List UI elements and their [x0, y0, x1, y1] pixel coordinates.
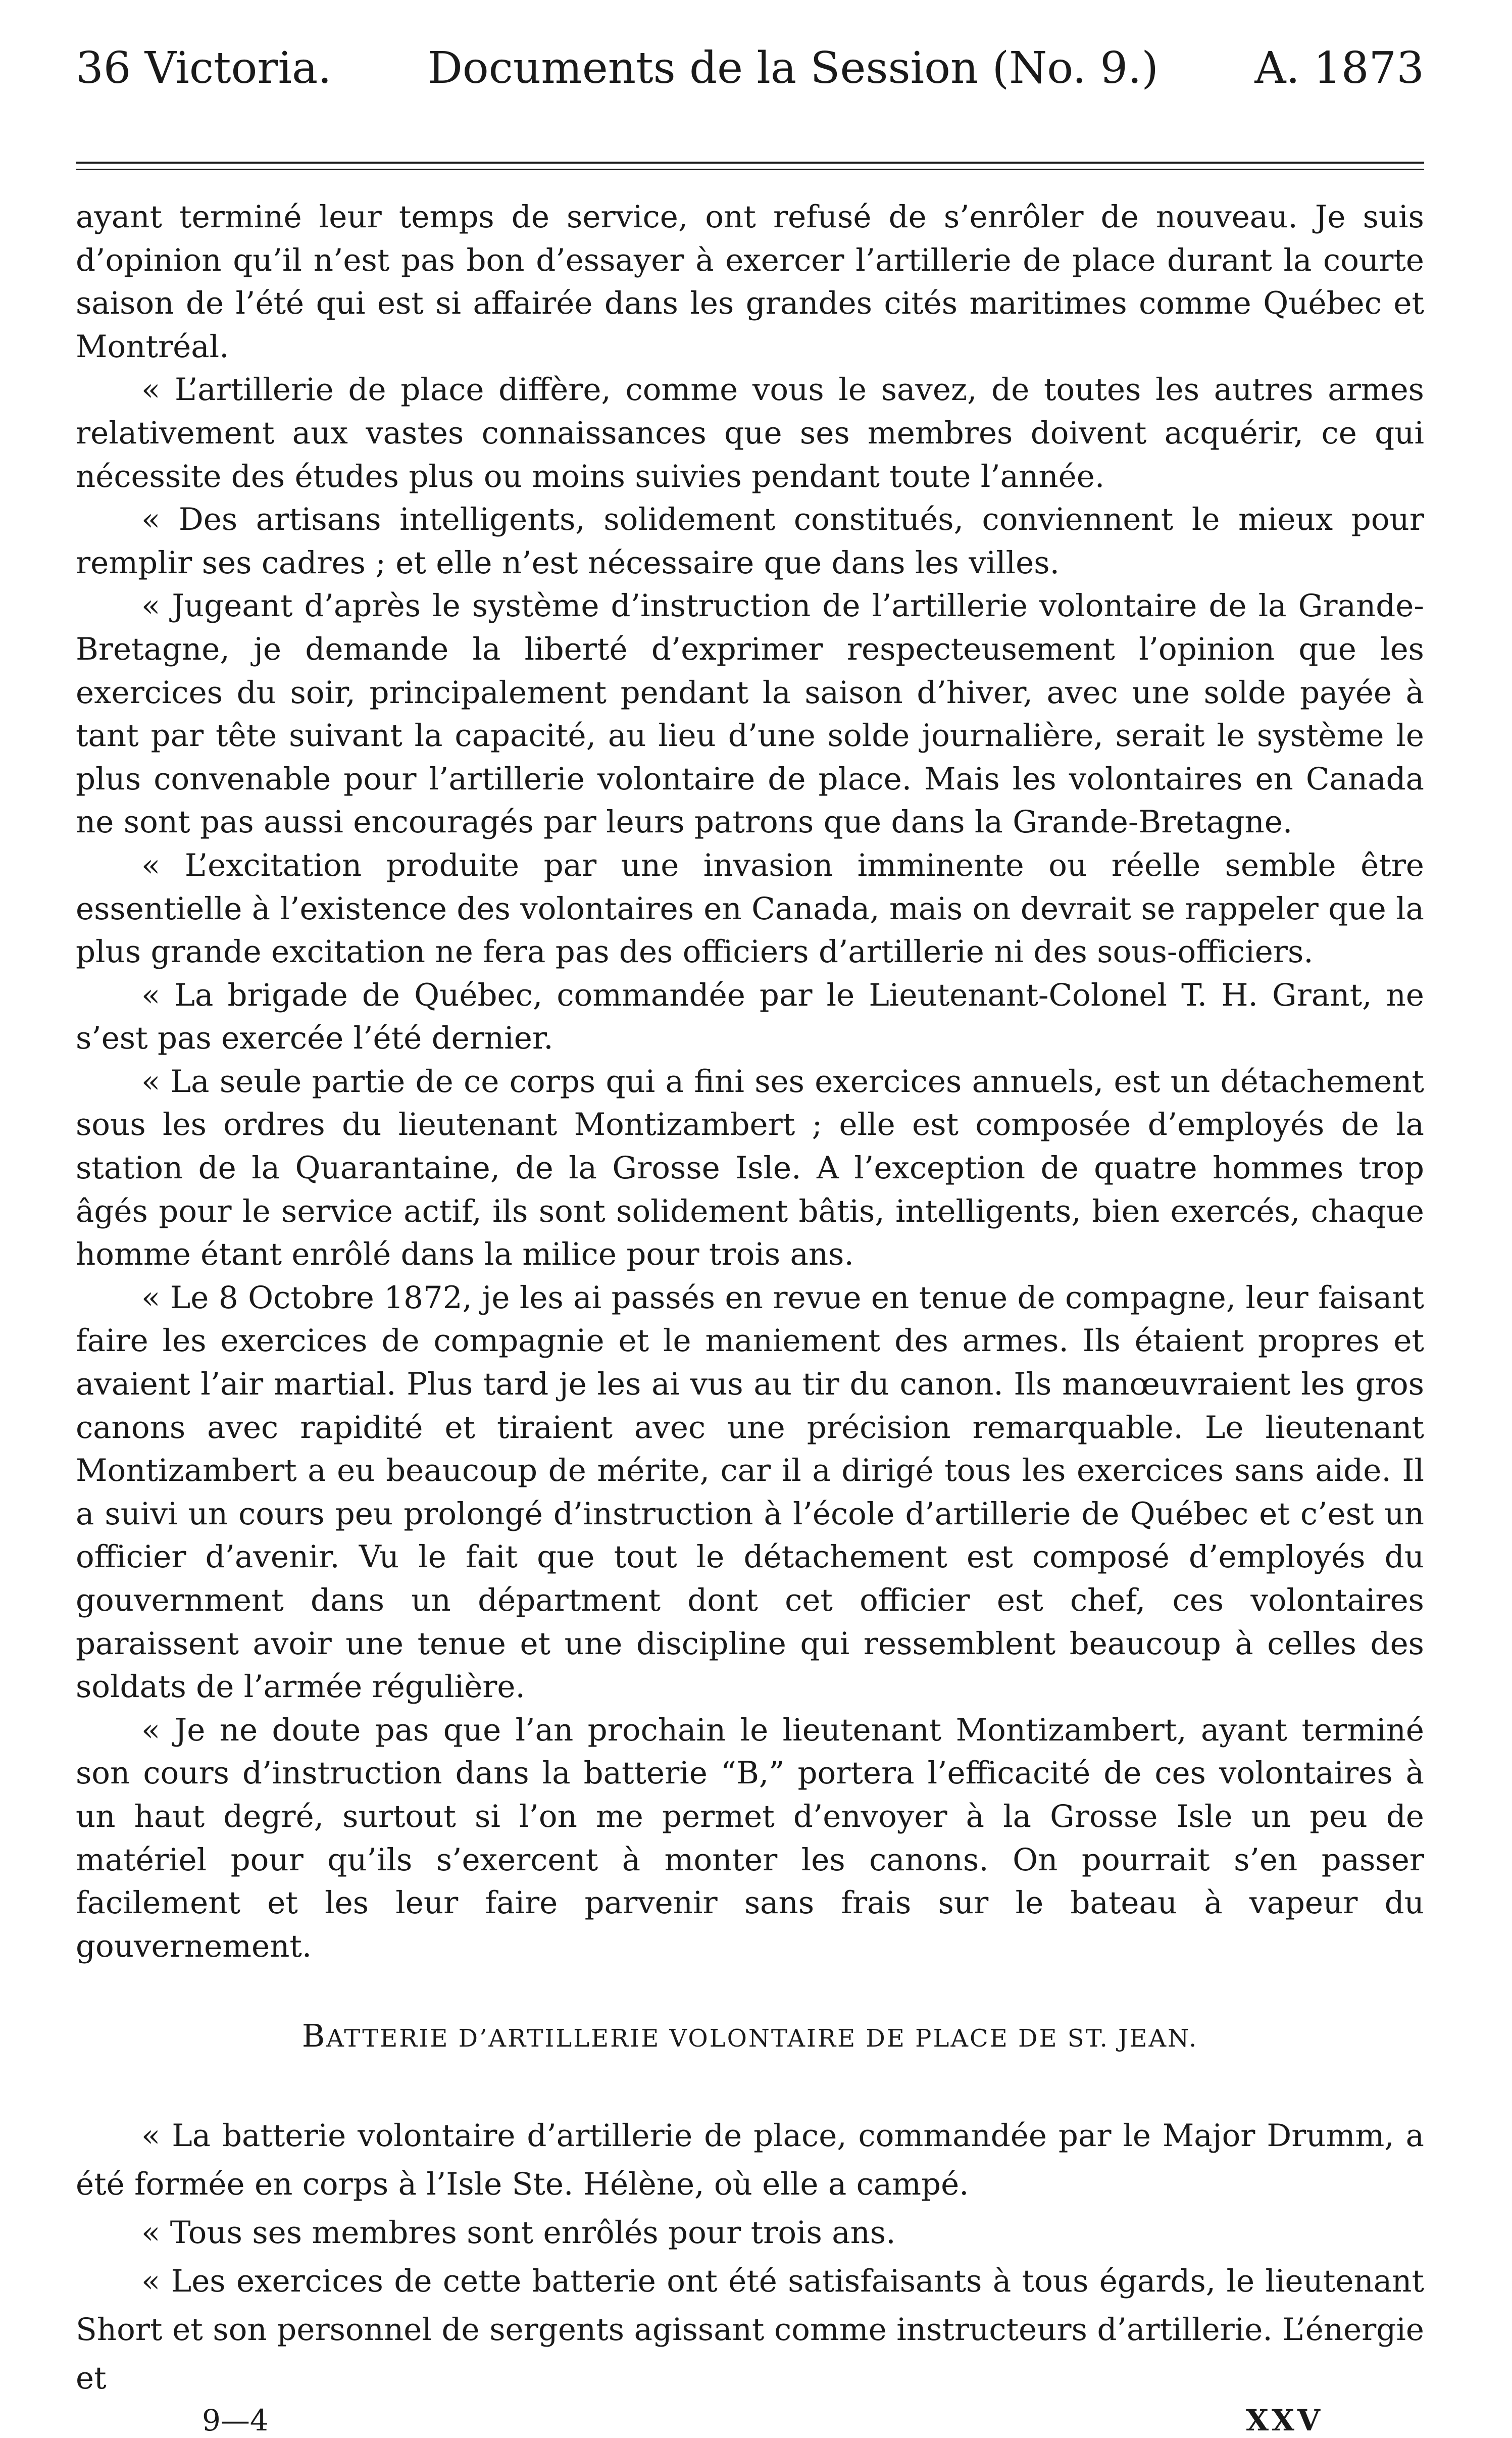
signature-mark: 9—4 [202, 2403, 269, 2438]
page-footer [76, 2403, 1424, 2438]
running-head [76, 40, 1424, 106]
body-text-section [76, 2112, 1424, 2403]
paragraph: « Le 8 Octobre 1872, je les ai passés en revue en tenue de compagne, leur faisant faire les exercices de compagnie et le maniement des armes. Ils étaient propres et avaient l’air martial. Plus tard je les ai vus au tir du canon. Ils manœuvraient les gros canons avec rapidité et tiraient avec une précision remarquable. Le lieutenant Montizambert a eu beaucoup de mérite, car il a dirigé tous les exercices sans aide. Il a suivi un cours peu prolongé d’instruction à l’école d’artillerie de Québec et c’est un officier d’avenir. Vu le fait que tout le détachement est composé d’employés du gouvernment dans un départment dont cet officier est chef, ces volontaires paraissent avoir une tenue et une discipline qui ressemblent beaucoup à celles des soldats de l’armée régulière. [76, 1279, 1424, 1705]
section-heading-rest: ATTERIE D’ARTILLERIE VOLONTAIRE DE PLACE DE ST. JEAN. [326, 2024, 1198, 2053]
header-center: Documents de la Session (No. 9.) [427, 43, 1158, 93]
paragraph: « L’excitation produite par une invasion imminente ou réelle semble être essentielle à l’existence des volontaires en Canada, mais on devrait se rappeler que la plus grande excitation ne fera pas des officiers d’artillerie ni des sous-officiers. [76, 847, 1424, 970]
body-text [76, 195, 1424, 1968]
paragraph: « Les exercices de cette batterie ont été satisfaisants à tous égards, le lieutenant Short et son personnel de sergents agissant comme instructeurs d’artillerie. L’énergie et [76, 2263, 1424, 2397]
document-page [76, 40, 1424, 2438]
header-left: 36 Victoria. [76, 43, 332, 93]
paragraph: ayant terminé leur temps de service, ont refusé de s’enrôler de nouveau. Je suis d’opinion qu’il n’est pas bon d’essayer à exercer l’artillerie de place durant la courte saison de l’été qui est si affairée dans les grandes cités maritimes comme Québec et Montréal. [76, 199, 1424, 365]
paragraph: « Des artisans intelligents, solidement constitués, conviennent le mieux pour remplir ses cadres ; et elle n’est nécessaire que dans les villes. [76, 502, 1424, 581]
paragraph: « La brigade de Québec, commandée par le Lieutenant-Colonel T. H. Grant, ne s’est pas exercée l’été dernier. [76, 977, 1424, 1057]
paragraph: « Je ne doute pas que l’an prochain le lieutenant Montizambert, ayant terminé son cours d’instruction dans la batterie “B,” portera l’efficacité de ces volontaires à un haut degré, surtout si l’on me permet d’envoyer à la Grosse Isle un peu de matériel pour qu’ils s’exercent à monter les canons. On pourrait s’en passer facilement et les leur faire parvenir sans frais sur le bateau à vapeur du gouvernement. [76, 1712, 1424, 1964]
paragraph: « L’artillerie de place diffère, comme vous le savez, de toutes les autres armes relativement aux vastes connaissances que ses membres doivent acquérir, ce qui nécessite des études plus ou moins suivies pendant toute l’année. [76, 372, 1424, 494]
section-heading-initial: B [301, 2017, 327, 2055]
header-rule [76, 162, 1424, 170]
paragraph: « La seule partie de ce corps qui a fini ses exercices annuels, est un détachement sous les ordres du lieutenant Montizambert ; elle est composée d’employés de la station de la Quarantaine, de la Grosse Isle. A l’exception de quatre hommes trop âgés pour le service actif, ils sont solidement bâtis, intelligents, bien exercés, chaque homme étant enrôlé dans la milice pour trois ans. [76, 1063, 1424, 1273]
section-heading [76, 2018, 1424, 2056]
paragraph: « Tous ses membres sont enrôlés pour trois ans. [141, 2215, 896, 2251]
paragraph: « Jugeant d’après le système d’instruction de l’artillerie volontaire de la Grande-Bretagne, je demande la liberté d’exprimer respecteusement l’opinion que les exercices du soir, principalement pendant la saison d’hiver, avec une solde payée à tant par tête suivant la capacité, au lieu d’une solde journalière, serait le système le plus convenable pour l’artillerie volontaire de place. Mais les volontaires en Canada ne sont pas aussi encouragés par leurs patrons que dans la Grande-Bretagne. [76, 588, 1424, 840]
paragraph: « La batterie volontaire d’artillerie de place, commandée par le Major Drumm, a été formée en corps à l’Isle Ste. Hélène, où elle a campé. [76, 2118, 1424, 2203]
page-number: XXV [1245, 2403, 1323, 2438]
header-right: A. 1873 [1254, 43, 1424, 93]
